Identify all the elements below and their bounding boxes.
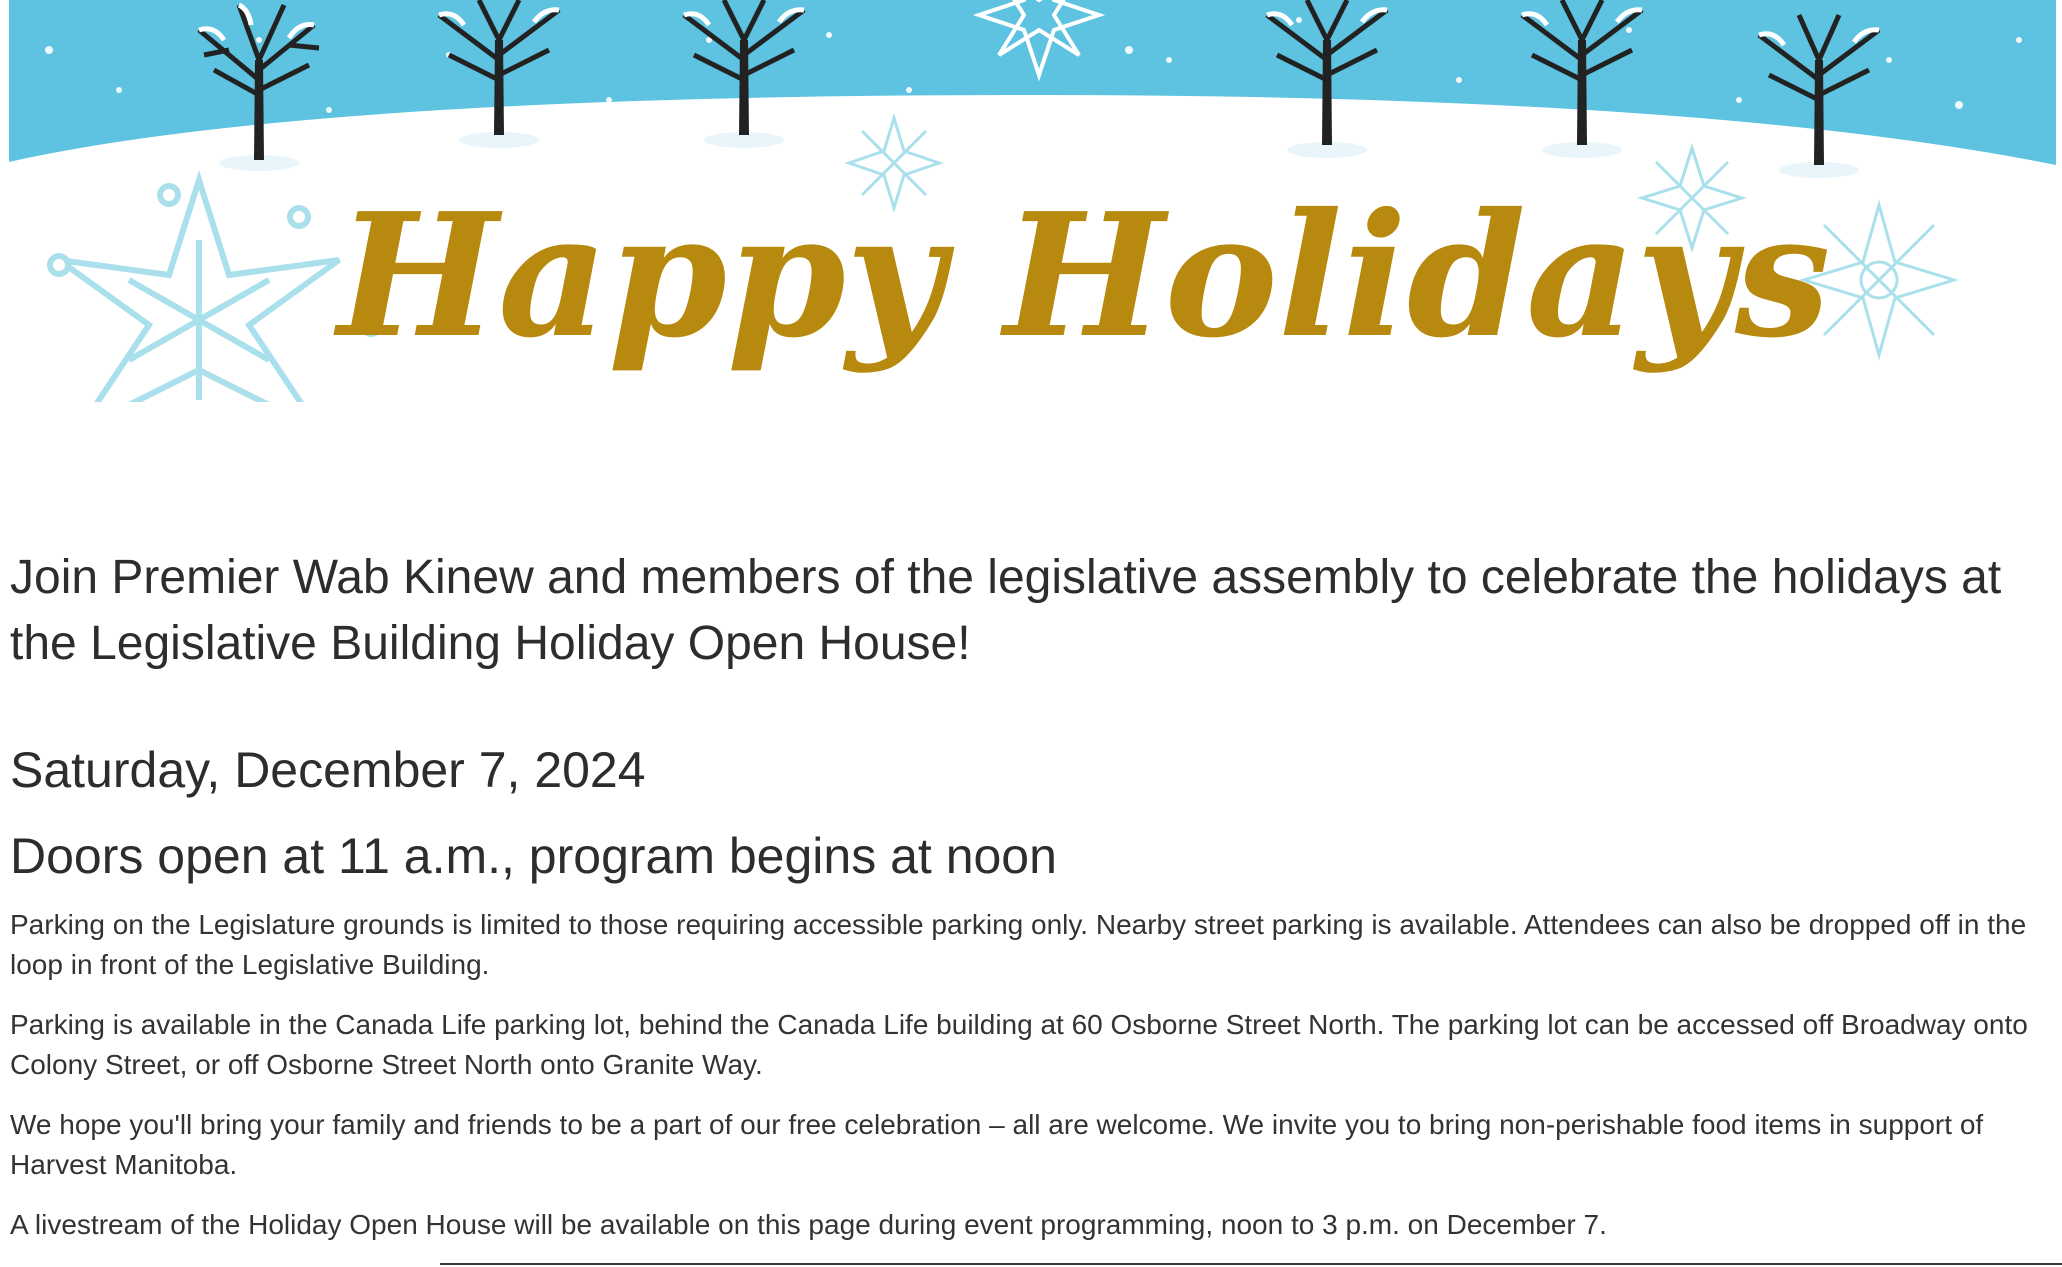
- welcome-paragraph: We hope you'll bring your family and friends to be a part of our free celebration – all are welcome. We invite you to bring non-perishable food items in support of Harvest Manitoba.: [10, 1109, 1984, 1180]
- parking-lot-paragraph: Parking is available in the Canada Life parking lot, behind the Canada Life building at 60 Osborne Street North. The parking lot can be accessed off Broadway onto Colony Street, or off Osborne Street North onto Granite Way.: [10, 1009, 2028, 1080]
- holiday-banner: [9, 0, 2056, 402]
- event-time: Doors open at 11 a.m., program begins at noon: [10, 828, 1057, 884]
- event-content: [10, 545, 2040, 1245]
- parking-accessible-paragraph: Parking on the Legislature grounds is limited to those requiring accessible parking only. Nearby street parking is available. Attendees can also be dropped off in the loop in front of the Legislative Building.: [10, 909, 2027, 980]
- event-intro: Join Premier Wab Kinew and members of the legislative assembly to celebrate the holidays at the Legislative Building Holiday Open House!: [10, 551, 2002, 670]
- bottom-divider: [440, 1263, 2062, 1265]
- livestream-paragraph: A livestream of the Holiday Open House will be available on this page during event programming, noon to 3 p.m. on December 7.: [10, 1209, 1607, 1240]
- greeting-text: Happy Holidays: [337, 176, 1831, 376]
- event-date: Saturday, December 7, 2024: [10, 742, 646, 798]
